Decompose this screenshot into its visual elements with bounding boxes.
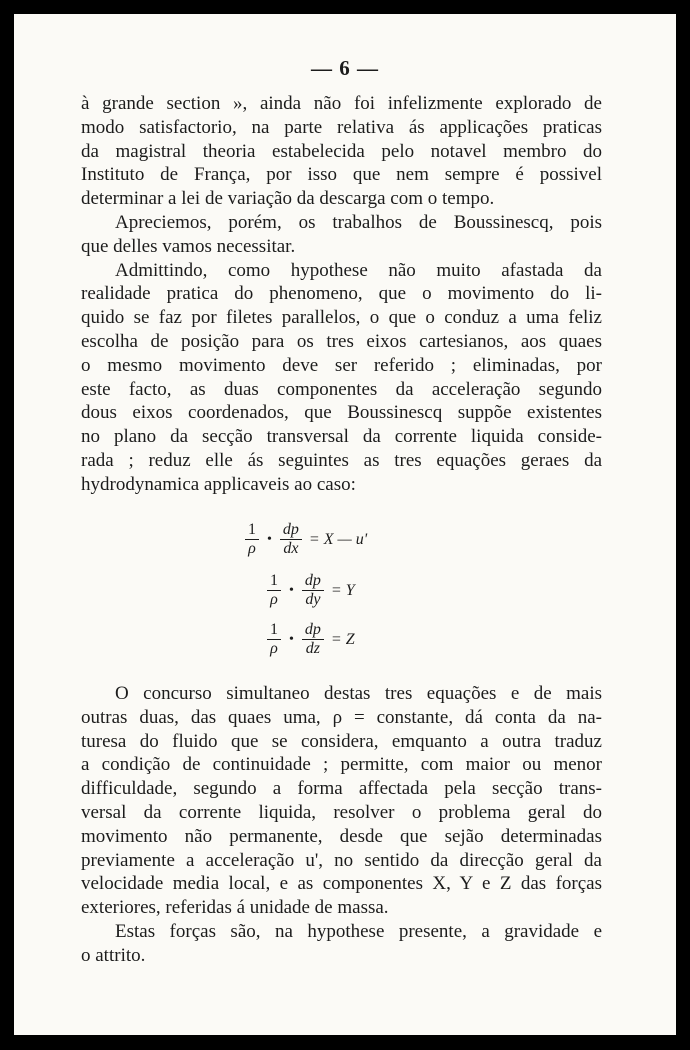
text-line: movimento não permanente, desde que sejão determinadas xyxy=(81,825,602,847)
eq2-rhs: Y xyxy=(345,581,355,599)
text-line: no plano da secção transversal da corrente liquida conside- xyxy=(81,426,602,448)
eq3-rhs: Z xyxy=(345,630,355,648)
eq1-deriv-den: dx xyxy=(283,540,299,557)
text-line: modo satisfactorio, na parte relativa ás applicações praticas xyxy=(81,116,602,138)
text-line: o attrito. xyxy=(81,944,146,966)
eq2-deriv-num: dp xyxy=(302,572,324,591)
text-line: exteriores, referidas á unidade de massa. xyxy=(81,897,389,919)
text-line: realidade pratica do phenomeno, que o movimento do li- xyxy=(81,283,602,305)
text-line: este facto, as duas componentes da acceleração segundo xyxy=(81,378,602,400)
text-line: turesa do fluido que se considera, emquanto a outra traduz xyxy=(81,730,602,752)
text-line: versal da corrente liquida, resolver o problema geral do xyxy=(81,801,602,823)
equation-3: $\frac{1}{\rho}$ • $\frac{dp}{dz}$ = Z xyxy=(264,621,355,658)
eq2-deriv-den: dy xyxy=(305,591,321,608)
text-line: Instituto de França, por isso que nem sempre é possivel xyxy=(81,164,602,186)
eq2-coef-num: 1 xyxy=(267,572,281,591)
text-line: difficuldade, segundo a forma affectada pela secção trans- xyxy=(81,778,602,800)
text-line: Estas forças são, na hypothese presente, a gravidade e xyxy=(115,920,602,942)
text-line: O concurso simultaneo destas tres equações e de mais xyxy=(115,683,602,704)
text-line: velocidade media local, e as componentes X, Y e Z das forças xyxy=(81,873,602,895)
text-line: hydrodynamica applicaveis ao caso: xyxy=(81,473,356,495)
equation-1: $\frac{1}{\rho}$ • $\frac{dp}{dx}$ = X — u' xyxy=(242,521,367,558)
text-line: da magistral theoria estabelecida pelo notavel membro do xyxy=(81,140,602,162)
equation-2: $\frac{1}{\rho}$ • $\frac{dp}{dy}$ = Y xyxy=(264,572,355,609)
eq3-deriv-num: dp xyxy=(302,621,324,640)
paragraph-4 xyxy=(81,682,602,920)
text-line: a condição de continuidade ; permitte, com maior ou menor xyxy=(81,754,602,776)
text-line: previamente a acceleração u', no sentido da direcção geral da xyxy=(81,849,602,871)
text-line: escolha de posição para os tres eixos cartesianos, aos quaes xyxy=(81,330,602,352)
body-text xyxy=(81,92,602,497)
text-line: o mesmo movimento deve ser referido ; eliminadas, por xyxy=(81,354,602,376)
paragraph-2 xyxy=(81,211,602,259)
eq3-coef-num: 1 xyxy=(267,621,281,640)
page xyxy=(14,14,676,1035)
text-line: à grande section », ainda não foi infelizmente explorado de xyxy=(81,93,602,114)
eq1-coef-den: ρ xyxy=(248,540,256,557)
paragraph-1 xyxy=(81,92,602,211)
text-line: rada ; reduz elle ás seguintes as tres equações geraes da xyxy=(81,449,602,471)
text-line: determinar a lei de variação da descarga com o tempo. xyxy=(81,188,495,210)
text-line: Admittindo, como hypothese não muito afastada da xyxy=(115,259,602,281)
eq1-rhs: X — u' xyxy=(323,530,368,548)
text-line: que delles vamos necessitar. xyxy=(81,235,296,257)
eq3-deriv-den: dz xyxy=(305,640,321,657)
text-line: Apreciemos, porém, os trabalhos de Boussinescq, pois xyxy=(115,211,602,233)
eq3-coef-den: ρ xyxy=(270,640,278,657)
text-line: dous eixos coordenados, que Boussinescq suppõe existentes xyxy=(81,402,602,424)
text-line: outras duas, das quaes uma, ρ = constante, dá conta da na- xyxy=(81,706,602,728)
body-text-lower xyxy=(81,682,602,968)
eq1-coef-num: 1 xyxy=(245,521,259,540)
eq1-deriv-num: dp xyxy=(280,521,302,540)
text-line: quido se faz por filetes parallelos, o que o conduz a uma feliz xyxy=(81,307,602,329)
eq2-coef-den: ρ xyxy=(270,591,278,608)
paragraph-5 xyxy=(81,920,602,968)
page-number: — 6 — xyxy=(311,56,379,80)
paragraph-3 xyxy=(81,259,602,497)
